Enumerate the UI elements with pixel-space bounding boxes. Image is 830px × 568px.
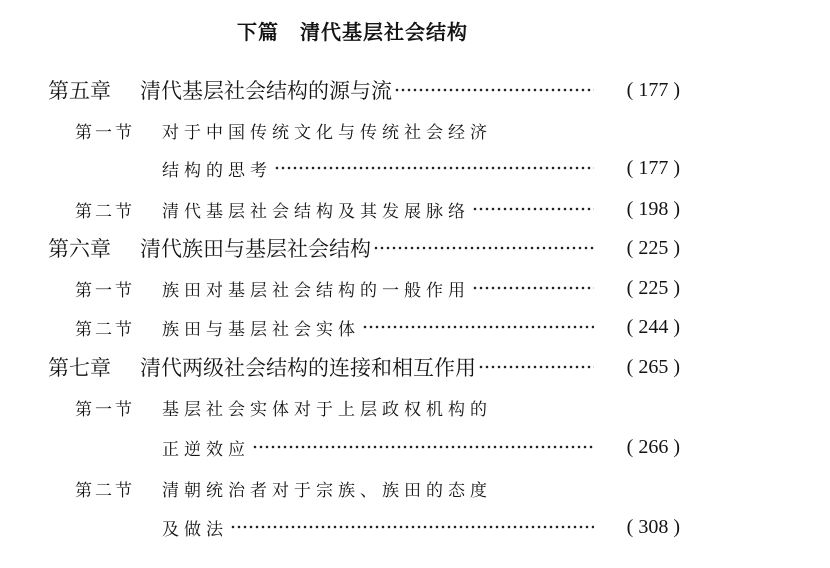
dot-leader [472,285,594,291]
section-title: 清朝统治者对于宗族、族田的态度 [162,480,492,501]
dot-leader [394,87,594,93]
page-number: ( 266 ) [626,435,680,458]
toc-entry-continuation [162,153,680,183]
dot-leader [472,206,594,212]
section-title: 对于中国传统文化与传统社会经济 [162,122,492,143]
section-title: 族田对基层社会结构的一般作用 [162,280,470,301]
chapter-title: 清代族田与基层社会结构 [140,237,371,261]
dot-leader [362,324,594,330]
section-title: 基层社会实体对于上层政权机构的 [162,399,492,420]
dot-leader [230,524,594,530]
section-number: 第二节 [75,201,135,222]
section-title-continued: 结构的思考 [162,160,272,181]
toc-entry-chapter [48,75,680,105]
toc-entry-section [75,273,680,303]
section-title-continued: 正逆效应 [162,439,250,460]
page-number: ( 198 ) [626,197,680,220]
chapter-number: 第七章 [48,356,111,380]
toc-entry-chapter [48,233,680,263]
toc-entry-section [75,312,680,342]
part-title: 下篇 清代基层社会结构 [237,20,468,44]
section-number: 第一节 [75,122,135,143]
page-number: ( 308 ) [626,515,680,538]
toc-entry-chapter [48,352,680,382]
section-number: 第二节 [75,480,135,501]
dot-leader [252,444,594,450]
section-title-continued: 及做法 [162,519,228,540]
chapter-title: 清代两级社会结构的连接和相互作用 [140,356,476,380]
page-number: ( 177 ) [626,156,680,179]
page-number: ( 244 ) [626,315,680,338]
section-title: 清代基层社会结构及其发展脉络 [162,201,470,222]
toc-entry-section [75,115,680,145]
toc-entry-continuation [162,432,680,462]
dot-leader [478,364,594,370]
dot-leader [274,165,594,171]
toc-entry-continuation [162,512,680,542]
page-number: ( 265 ) [626,355,680,378]
section-number: 第一节 [75,399,135,420]
section-title: 族田与基层社会实体 [162,319,360,340]
page-number: ( 225 ) [626,236,680,259]
page-number: ( 177 ) [626,78,680,101]
dot-leader [373,245,594,251]
section-number: 第二节 [75,319,135,340]
toc-entry-section [75,194,680,224]
section-number: 第一节 [75,280,135,301]
page-number: ( 225 ) [626,276,680,299]
chapter-number: 第五章 [48,79,111,103]
chapter-title: 清代基层社会结构的源与流 [140,79,392,103]
toc-entry-section [75,473,680,503]
chapter-number: 第六章 [48,237,111,261]
toc-entry-section [75,392,680,422]
